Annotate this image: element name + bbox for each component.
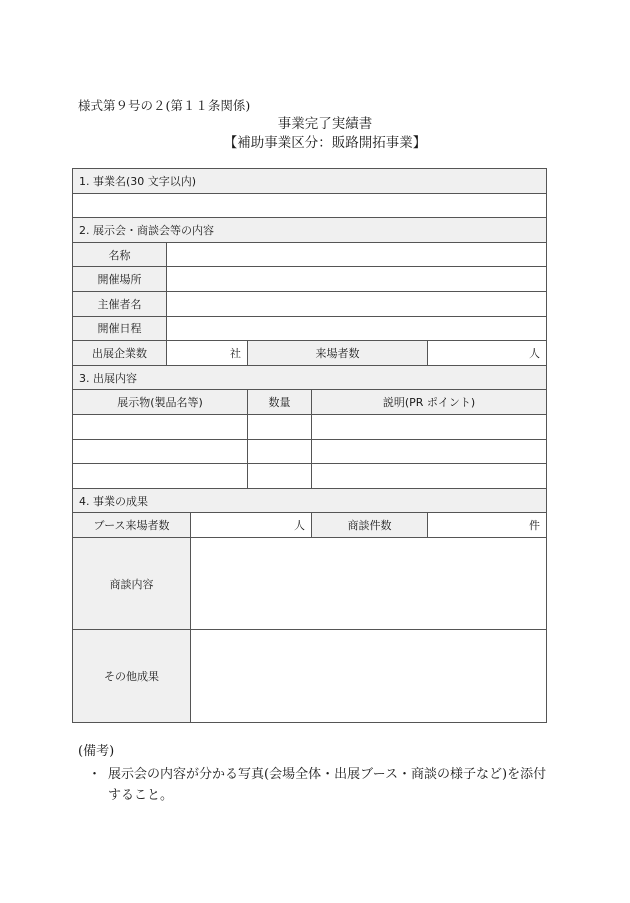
table-row xyxy=(73,439,547,464)
section1-heading-row xyxy=(73,169,547,194)
event-name-label: 名称 xyxy=(73,242,167,267)
exhibit-item-cell[interactable] xyxy=(73,439,248,464)
section4-heading: 4. 事業の成果 xyxy=(73,488,547,513)
booth-visitors-label: ブース来場者数 xyxy=(73,513,191,538)
other-results-field[interactable] xyxy=(191,630,547,723)
table-row xyxy=(73,464,547,489)
section2-heading: 2. 展示会・商談会等の内容 xyxy=(73,218,547,243)
organizer-field[interactable] xyxy=(167,291,547,316)
booth-visitors-field[interactable] xyxy=(191,513,312,538)
section3-heading: 3. 出展内容 xyxy=(73,365,547,390)
schedule-label: 開催日程 xyxy=(73,316,167,341)
exhibit-item-cell[interactable] xyxy=(73,414,248,439)
section3-heading-row xyxy=(73,365,547,390)
booth-visitors-unit: 人 xyxy=(294,519,305,533)
form-number: 様式第９号の２(第１１条関係) xyxy=(78,98,251,113)
note-bullet: ・ xyxy=(88,767,102,782)
quantity-cell[interactable] xyxy=(248,414,312,439)
table-row xyxy=(73,414,547,439)
other-results-row xyxy=(73,630,547,723)
section1-heading: 1. 事業名(30 文字以内) xyxy=(73,169,547,194)
organizer-label: 主催者名 xyxy=(73,291,167,316)
description-cell[interactable] xyxy=(312,464,547,489)
section1-input-row xyxy=(73,193,547,218)
negotiation-details-label: 商談内容 xyxy=(73,537,191,630)
negotiation-details-field[interactable] xyxy=(191,537,547,630)
exhibitors-count-unit: 社 xyxy=(230,346,241,360)
exhibit-item-cell[interactable] xyxy=(73,464,248,489)
venue-field[interactable] xyxy=(167,267,547,292)
schedule-row xyxy=(73,316,547,341)
note-text: 展示会の内容が分かる写真(会場全体・出展ブース・商談の様子など)を添付すること。 xyxy=(108,767,547,803)
event-name-row xyxy=(73,242,547,267)
project-name-field[interactable] xyxy=(73,193,547,218)
visitors-count-label: 来場者数 xyxy=(248,341,428,366)
results-counts-row xyxy=(73,513,547,538)
exhibit-item-column-header: 展示物(製品名等) xyxy=(73,390,248,415)
notes-title: (備考) xyxy=(78,744,115,759)
visitors-count-field[interactable] xyxy=(428,341,547,366)
venue-label: 開催場所 xyxy=(73,267,167,292)
negotiation-details-row xyxy=(73,537,547,630)
quantity-cell[interactable] xyxy=(248,464,312,489)
quantity-column-header: 数量 xyxy=(248,390,312,415)
document-title: 事業完了実績書 xyxy=(277,116,373,132)
section2-heading-row xyxy=(73,218,547,243)
schedule-field[interactable] xyxy=(167,316,547,341)
document-subtitle: 【補助事業区分：販路開拓事業】 xyxy=(223,135,427,151)
counts-row xyxy=(73,341,547,366)
other-results-label: その他成果 xyxy=(73,630,191,723)
report-form-table xyxy=(72,168,547,723)
description-cell[interactable] xyxy=(312,414,547,439)
organizer-row xyxy=(73,291,547,316)
negotiations-count-label: 商談件数 xyxy=(312,513,428,538)
negotiations-count-field[interactable] xyxy=(428,513,547,538)
venue-row xyxy=(73,267,547,292)
quantity-cell[interactable] xyxy=(248,439,312,464)
description-column-header: 説明(PR ポイント) xyxy=(312,390,547,415)
exhibitors-count-field[interactable] xyxy=(167,341,248,366)
exhibitors-count-label: 出展企業数 xyxy=(73,341,167,366)
exhibit-header-row xyxy=(73,390,547,415)
section4-heading-row xyxy=(73,488,547,513)
negotiations-count-unit: 件 xyxy=(529,519,541,533)
note-item xyxy=(88,764,558,806)
event-name-field[interactable] xyxy=(167,242,547,267)
visitors-count-unit: 人 xyxy=(529,346,541,360)
description-cell[interactable] xyxy=(312,439,547,464)
